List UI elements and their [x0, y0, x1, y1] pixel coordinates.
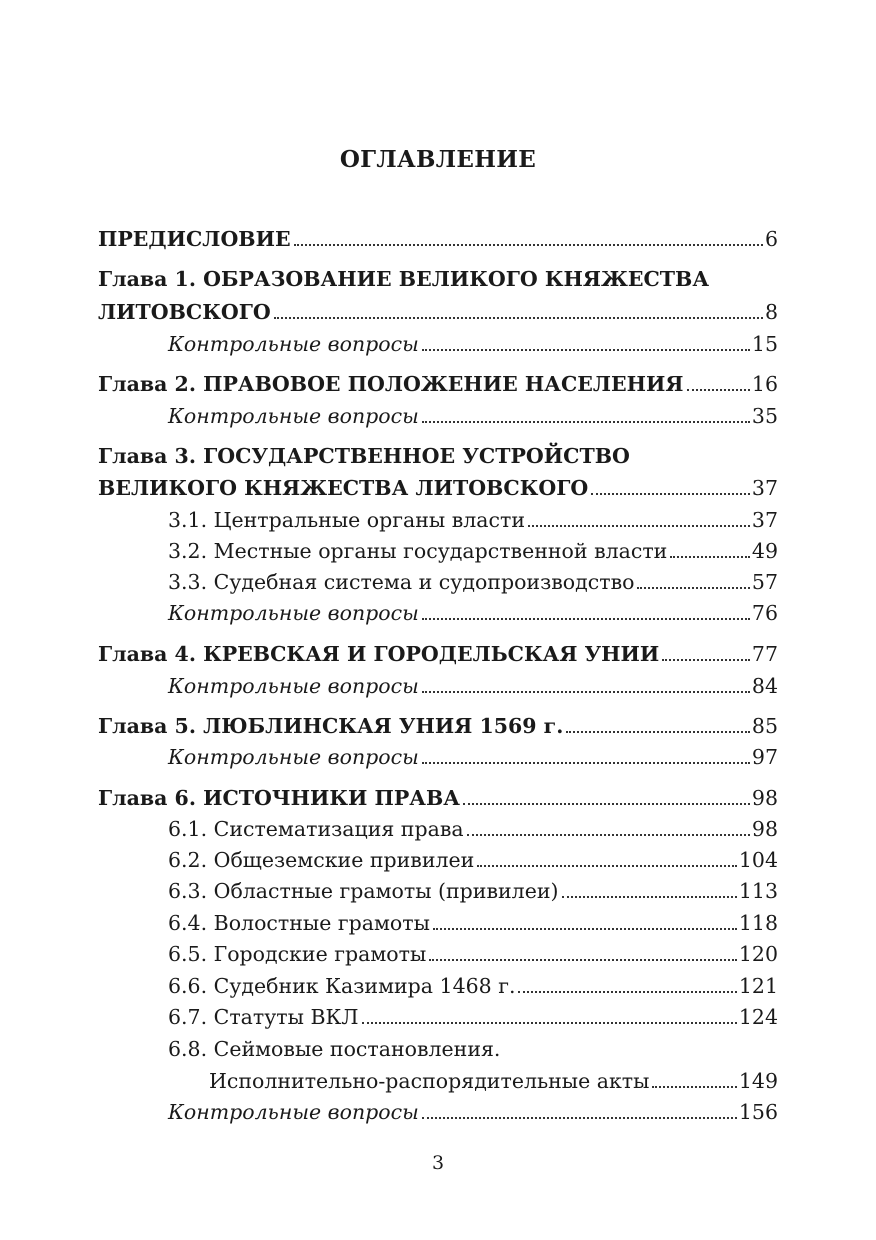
toc-entry-title: Контрольные вопросы [168, 332, 419, 356]
toc-entry-title: Контрольные вопросы [168, 674, 419, 698]
toc-entry-page: 76 [751, 601, 778, 625]
toc-entry-title: ПРЕДИСЛОВИЕ [98, 227, 291, 251]
leader-dots [274, 317, 763, 319]
toc-entry-title: 6.8. Сеймовые постановления. [168, 1037, 501, 1061]
toc-entry-section-3-1[interactable] [168, 503, 778, 533]
toc-entry-section-6-5[interactable] [168, 937, 778, 967]
toc-entry-page: 37 [751, 508, 778, 532]
toc-entry-title: 3.2. Местные органы государственной власти [168, 539, 668, 563]
toc-entry-page: 113 [738, 879, 778, 903]
page-number: 3 [431, 1152, 445, 1174]
toc-entry-section-6-6[interactable] [168, 969, 778, 999]
toc-entry-chapter-6[interactable] [98, 781, 778, 811]
toc-entry-title: Контрольные вопросы [168, 745, 419, 769]
leader-dots [422, 691, 750, 693]
toc-entry-page: 84 [751, 674, 778, 698]
toc-entry-page: 77 [751, 642, 778, 666]
toc-entry-title: Контрольные вопросы [168, 1100, 419, 1124]
toc-entry-title: 6.5. Городские грамоты [168, 942, 427, 966]
toc-entry-questions[interactable] [168, 596, 778, 626]
toc-entry-section-6-8[interactable] [168, 1032, 778, 1062]
toc-entry-section-6-1[interactable] [168, 812, 778, 842]
toc-entry-title: Контрольные вопросы [168, 404, 419, 428]
toc-entry-title: Глава 3. ГОСУДАРСТВЕННОЕ УСТРОЙСТВО [98, 444, 630, 468]
toc-entry-page: 8 [764, 300, 778, 324]
toc-entry-chapter-1[interactable] [98, 262, 778, 292]
toc-entry-chapter-4[interactable] [98, 637, 778, 667]
toc-entry-page: 6 [764, 227, 778, 251]
toc-entry-page: 85 [751, 714, 778, 738]
toc-entry-chapter-1-cont[interactable] [98, 295, 778, 325]
toc-entry-chapter-5[interactable] [98, 709, 778, 739]
toc-entry-title: 6.2. Общеземские привилеи [168, 848, 475, 872]
leader-dots [566, 731, 750, 733]
toc-entry-page: 149 [738, 1069, 778, 1093]
toc-entry-title: 6.1. Систематизация права [168, 817, 464, 841]
toc-entry-page: 15 [751, 332, 778, 356]
leader-dots [687, 389, 750, 391]
toc-entry-page: 35 [751, 404, 778, 428]
toc-entry-section-6-3[interactable] [168, 874, 778, 904]
leader-dots [422, 762, 750, 764]
toc-entry-title: Глава 2. ПРАВОВОЕ ПОЛОЖЕНИЕ НАСЕЛЕНИЯ [98, 372, 684, 396]
toc-entry-page: 120 [738, 942, 778, 966]
leader-dots [422, 421, 750, 423]
leader-dots [477, 865, 737, 867]
toc-entry-page: 156 [738, 1100, 778, 1124]
toc-entry-title: ЛИТОВСКОГО [98, 300, 271, 324]
toc-entry-page: 57 [751, 570, 778, 594]
leader-dots [528, 525, 750, 527]
leader-dots [422, 618, 750, 620]
leader-dots [562, 896, 737, 898]
leader-dots [294, 244, 763, 246]
toc-entry-page: 98 [751, 817, 778, 841]
toc-entry-questions[interactable] [168, 1095, 778, 1125]
toc-entry-questions[interactable] [168, 327, 778, 357]
toc-entry-title: Глава 1. ОБРАЗОВАНИЕ ВЕЛИКОГО КНЯЖЕСТВА [98, 267, 710, 291]
leader-dots [670, 556, 750, 558]
toc-entry-page: 98 [751, 786, 778, 810]
toc-entry-page: 118 [738, 911, 778, 935]
leader-dots [662, 659, 750, 661]
toc-entry-title: Исполнительно-распорядительные акты [209, 1069, 650, 1093]
toc-entry-title: 6.3. Областные грамоты (привилеи) [168, 879, 559, 903]
leader-dots [422, 1117, 737, 1119]
toc-entry-page: 49 [751, 539, 778, 563]
toc-entry-page: 104 [738, 848, 778, 872]
toc-entry-title: 3.3. Судебная система и судопроизводство [168, 570, 635, 594]
toc-entry-title: 6.6. Судебник Казимира 1468 г. [168, 974, 516, 998]
toc-entry-page: 37 [751, 476, 778, 500]
toc-entry-questions[interactable] [168, 740, 778, 770]
toc-entry-questions[interactable] [168, 669, 778, 699]
toc-entry-page: 16 [751, 372, 778, 396]
leader-dots [463, 803, 750, 805]
leader-dots [591, 493, 750, 495]
toc-entry-section-6-7[interactable] [168, 1000, 778, 1030]
leader-dots [362, 1022, 737, 1024]
toc-entry-page: 97 [751, 745, 778, 769]
toc-entry-chapter-3[interactable] [98, 439, 778, 469]
toc-entry-section-3-2[interactable] [168, 534, 778, 564]
toc-entry-page: 124 [738, 1005, 778, 1029]
toc-entry-title: 3.1. Центральные органы власти [168, 508, 525, 532]
toc-entry-chapter-3-cont[interactable] [98, 471, 778, 501]
toc-entry-title: 6.4. Волостные грамоты [168, 911, 430, 935]
toc-entry-title: Контрольные вопросы [168, 601, 419, 625]
toc-entry-title: Глава 4. КРЕВСКАЯ И ГОРОДЕЛЬСКАЯ УНИИ [98, 642, 660, 666]
toc-entry-section-6-2[interactable] [168, 843, 778, 873]
toc-entry-title: ВЕЛИКОГО КНЯЖЕСТВА ЛИТОВСКОГО [98, 476, 589, 500]
leader-dots [467, 834, 750, 836]
toc-entry-chapter-2[interactable] [98, 367, 778, 397]
leader-dots [637, 587, 749, 589]
toc-entry-page: 121 [738, 974, 778, 998]
leader-dots [518, 991, 736, 993]
toc-entry-section-6-8-cont[interactable] [209, 1064, 778, 1094]
toc-entry-section-6-4[interactable] [168, 906, 778, 936]
leader-dots [433, 928, 737, 930]
leader-dots [429, 959, 737, 961]
toc-entry-questions[interactable] [168, 399, 778, 429]
leader-dots [422, 349, 750, 351]
toc-entry-title: Глава 6. ИСТОЧНИКИ ПРАВА [98, 786, 460, 810]
leader-dots [652, 1086, 736, 1088]
toc-entry-preface[interactable] [98, 222, 778, 252]
toc-heading: ОГЛАВЛЕНИЕ [339, 146, 537, 173]
toc-entry-section-3-3[interactable] [168, 565, 778, 595]
toc-entry-title: Глава 5. ЛЮБЛИНСКАЯ УНИЯ 1569 г. [98, 714, 564, 738]
toc-entry-title: 6.7. Статуты ВКЛ [168, 1005, 359, 1029]
